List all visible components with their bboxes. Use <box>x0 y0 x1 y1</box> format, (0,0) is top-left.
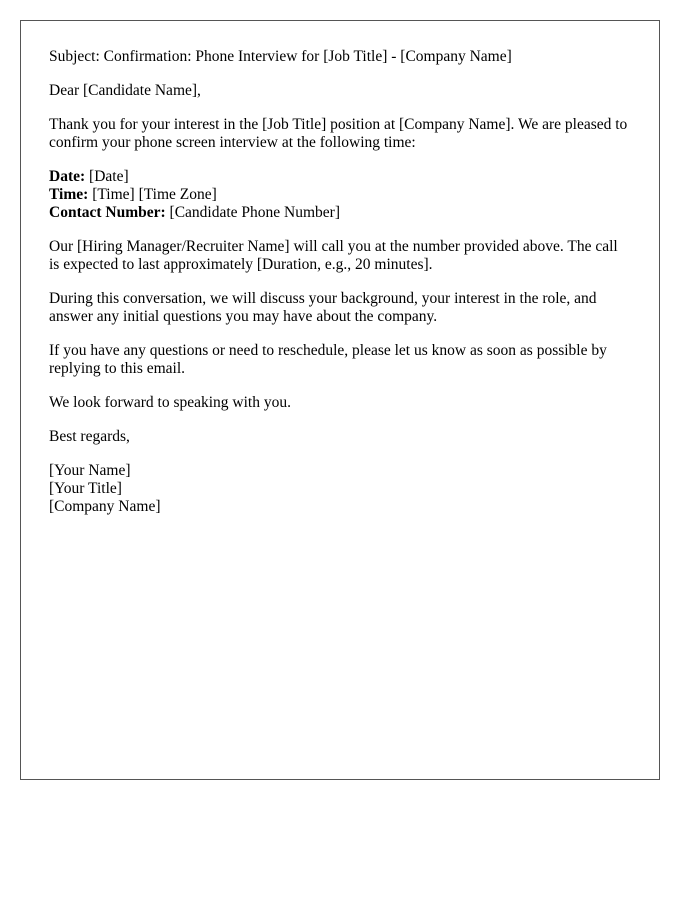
letter-page <box>20 20 660 780</box>
signature-block <box>49 462 631 516</box>
contact-line <box>49 204 631 222</box>
reschedule-paragraph: If you have any questions or need to reschedule, please let us know as soon as possible by replying to this email. <box>49 342 607 377</box>
greeting: Dear [Candidate Name], <box>49 82 201 99</box>
call-info-paragraph: Our [Hiring Manager/Recruiter Name] will call you at the number provided above. The call is expected to last approximately [Duration, e.g., 20 minutes]. <box>49 238 618 273</box>
discussion-paragraph: During this conversation, we will discuss your background, your interest in the role, and answer any initial questions you may have about the company. <box>49 290 597 325</box>
date-line <box>49 168 631 186</box>
time-label: Time: <box>49 186 89 203</box>
sign-off: Best regards, <box>49 428 130 445</box>
interview-details <box>49 168 631 222</box>
email-subject: Subject: Confirmation: Phone Interview for [Job Title] - [Company Name] <box>49 48 512 65</box>
date-value: [Date] <box>85 168 129 185</box>
signature-company: [Company Name] <box>49 498 161 515</box>
intro-paragraph: Thank you for your interest in the [Job Title] position at [Company Name]. We are pleased to confirm your phone screen interview at the following time: <box>49 116 628 151</box>
contact-value: [Candidate Phone Number] <box>165 204 341 221</box>
time-value: [Time] [Time Zone] <box>88 186 217 203</box>
signature-name: [Your Name] <box>49 462 131 479</box>
email-body <box>49 48 631 516</box>
signature-title: [Your Title] <box>49 480 122 497</box>
date-label: Date: <box>49 168 86 185</box>
contact-label: Contact Number: <box>49 204 166 221</box>
time-line <box>49 186 631 204</box>
closing-line: We look forward to speaking with you. <box>49 394 291 411</box>
